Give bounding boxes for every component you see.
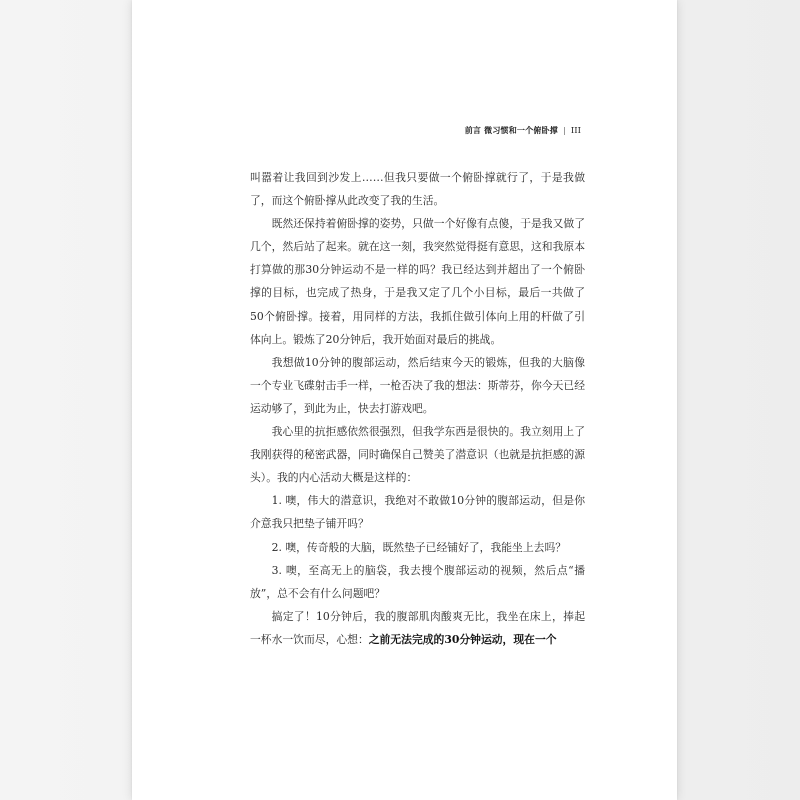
list-item-1: 1. 噢，伟大的潜意识，我绝对不敢做10分钟的腹部运动，但是你介意我只把垫子铺开吗？: [250, 494, 585, 531]
emphasized-text: 之前无法完成的30分钟运动，现在一个: [368, 632, 557, 646]
paragraph: 我想做10分钟的腹部运动，然后结束今天的锻炼，但我的大脑像一个专业飞碟射击手一样，一枪否决了我的想法：斯蒂芬，你今天已经运动够了，到此为止，快去打游戏吧。: [250, 355, 585, 415]
list-item-2: 2. 噢，传奇般的大脑，既然垫子已经铺好了，我能坐上去吗？: [271, 540, 567, 554]
running-header: [465, 125, 581, 136]
chapter-title: 前言 微习惯和一个俯卧撑: [464, 126, 558, 135]
book-page: [132, 0, 677, 800]
page-body: [250, 166, 585, 651]
paragraph-final-text: 搞定了！10分钟后，我的腹部肌肉酸爽无比，我坐在床上，捧起一杯水一饮而尽，心想：: [250, 609, 585, 646]
paragraph: 我心里的抗拒感依然很强烈，但我学东西是很快的。我立刻用上了我刚获得的秘密武器，同时确保自己赞美了潜意识（也就是抗拒感的源头）。我的内心活动大概是这样的：: [250, 425, 585, 485]
page-number: III: [570, 125, 581, 136]
paragraph: 既然还保持着俯卧撑的姿势，只做一个好像有点傻，于是我又做了几个，然后站了起来。就在这一刻，我突然觉得挺有意思，这和我原本打算做的那30分钟运动不是一样的吗？我已经达到并超出了一个俯卧撑的目标，也完成了热身，于是我又定了几个小目标，最后一共做了50个俯卧撑。接着，用同样的方法，我抓住做引体向上用的杆做了引体向上。锻炼了20分钟后，我开始面对最后的挑战。: [250, 217, 585, 346]
paragraph-final: [250, 605, 585, 651]
paragraph-continued: 叫嚣着让我回到沙发上……但我只要做一个俯卧撑就行了，于是我做了，而这个俯卧撑从此改变了我的生活。: [250, 171, 585, 208]
header-divider: [564, 127, 565, 135]
list-item-3: 3. 噢，至高无上的脑袋，我去搜个腹部运动的视频，然后点“播放”，总不会有什么问题吧？: [250, 563, 585, 600]
